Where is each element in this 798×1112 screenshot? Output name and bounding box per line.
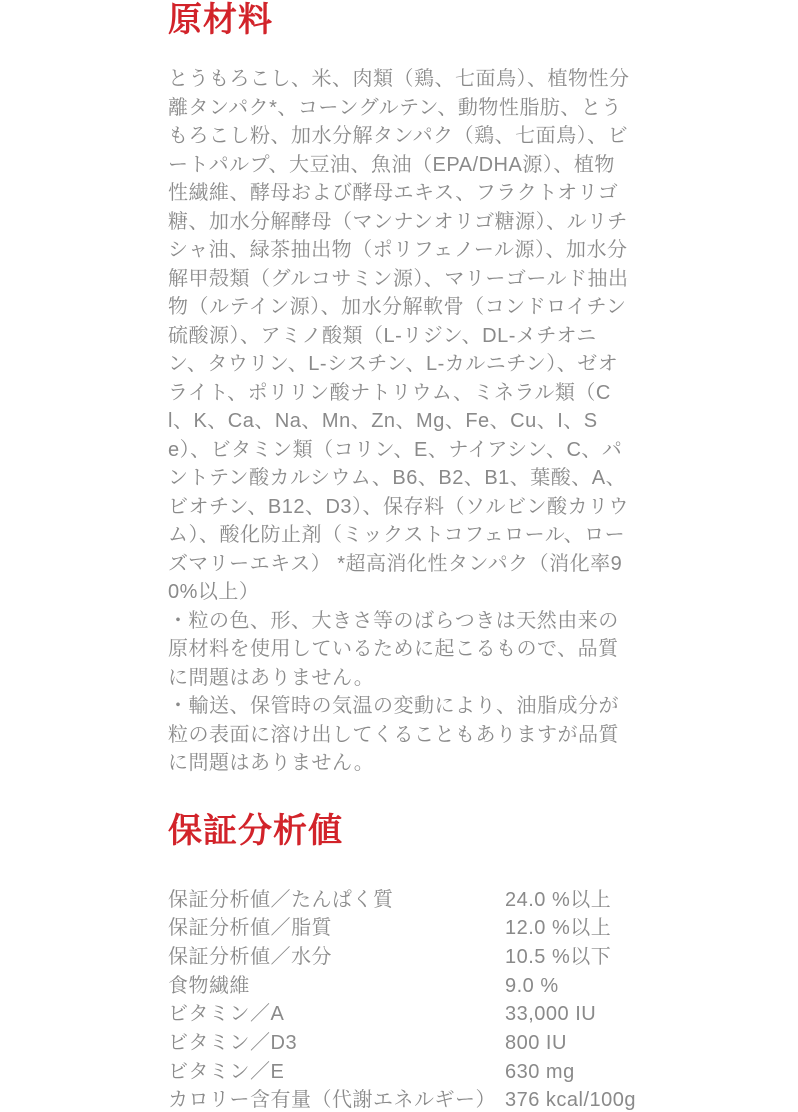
analysis-row-label: ビタミン／A [168, 997, 505, 1026]
analysis-row-label: 保証分析値／脂質 [168, 911, 505, 940]
table-row [168, 940, 633, 969]
table-row [168, 1026, 633, 1055]
ingredients-section-heading: 原材料 [168, 0, 633, 41]
analysis-row-value: 24.0 %以上 [505, 883, 633, 912]
ingredients-paragraph: とうもろこし、米、肉類（鶏、七面鳥）、植物性分離タンパク*、コーングルテン、動物性脂肪、とうもろこし粉、加水分解タンパク（鶏、七面鳥）、ビートパルプ、大豆油、魚油（EPA/DHA源）、植物性繊維、酵母および酵母エキス、フラクトオリゴ糖、加水分解酵母（マンナンオリゴ糖源）、ルリチシャ油、緑茶抽出物（ポリフェノール源）、加水分解甲殻類（グルコサミン源）、マリーゴールド抽出物（ルテイン源）、加水分解軟骨（コンドロイチン硫酸源）、アミノ酸類（L-リジン、DL-メチオニン、タウリン、L-シスチン、L-カルニチン）、ゼオライト、ポリリン酸ナトリウム、ミネラル類（Cl、K、Ca、Na、Mn、Zn、Mg、Fe、Cu、I、Se）、ビタミン類（コリン、E、ナイアシン、C、パントテン酸カルシウム、B6、B2、B1、葉酸、A、ビオチン、B12、D3）、保存料（ソルビン酸カリウム）、酸化防止剤（ミックストコフェロール、ローズマリーエキス） *超高消化性タンパク（消化率90%以上） [168, 65, 633, 607]
analysis-row-label: ビタミン／E [168, 1055, 505, 1084]
analysis-row-label: ビタミン／D3 [168, 1026, 505, 1055]
guaranteed-analysis-table [168, 883, 633, 1112]
table-row [168, 883, 633, 912]
ingredients-note-shipping: ・輸送、保管時の気温の変動により、油脂成分が粒の表面に溶け出してくることもありますが品質に問題はありません。 [168, 692, 633, 778]
table-row [168, 997, 633, 1026]
analysis-row-value: 10.5 %以下 [505, 940, 633, 969]
product-detail-column [168, 0, 633, 1112]
analysis-row-value: 9.0 % [505, 975, 633, 998]
analysis-row-label: 食物繊維 [168, 969, 505, 998]
analysis-row-value: 12.0 %以上 [505, 911, 633, 940]
analysis-row-value: 376 kcal/100g [505, 1089, 636, 1112]
analysis-row-label: カロリー含有量（代謝エネルギー） [168, 1083, 505, 1112]
analysis-row-label: 保証分析値／たんぱく質 [168, 883, 505, 912]
table-row [168, 911, 633, 940]
ingredients-text-block [168, 65, 633, 778]
table-row [168, 969, 633, 998]
analysis-row-value: 800 IU [505, 1032, 633, 1055]
table-row [168, 1083, 633, 1112]
analysis-row-value: 630 mg [505, 1061, 633, 1084]
guaranteed-analysis-heading: 保証分析値 [168, 811, 633, 852]
analysis-row-label: 保証分析値／水分 [168, 940, 505, 969]
ingredients-note-quality: ・粒の色、形、大きさ等のばらつきは天然由来の原材料を使用しているために起こるもので、品質に問題はありません。 [168, 607, 633, 693]
analysis-row-value: 33,000 IU [505, 1003, 633, 1026]
table-row [168, 1055, 633, 1084]
